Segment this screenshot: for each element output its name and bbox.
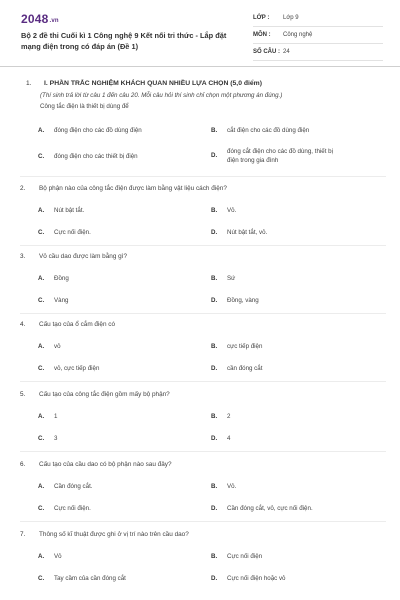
option-text: Cực nối điện: [227, 553, 263, 560]
option-d[interactable]: [211, 296, 259, 305]
site-logo[interactable]: [21, 12, 59, 26]
option-text: cực tiếp điện: [227, 343, 263, 350]
option-d[interactable]: [211, 504, 313, 513]
option-text: cắt điện cho các đồ dùng điện: [227, 127, 310, 134]
option-text-line: điện trong gia đình: [227, 157, 279, 164]
option-letter: A.: [38, 483, 45, 490]
option-c[interactable]: [38, 574, 126, 583]
option-text: Vỏ.: [227, 207, 237, 214]
question-text: Cấu tạo của công tắc điện gồm mấy bộ phận?: [39, 391, 170, 398]
option-letter: A.: [38, 553, 45, 560]
section-note: (Thí sinh trả lời từ câu 1 đến câu 20. Mỗi câu hỏi thí sinh chỉ chọn một phương án đúng.): [40, 92, 283, 99]
option-b[interactable]: [211, 126, 309, 135]
option-text: Vỏ.: [227, 483, 237, 490]
option-text: đóng điện cho các thiết bị điện: [54, 153, 138, 160]
meta-value: Lớp 9: [283, 15, 299, 21]
meta-label: LỚP :: [253, 15, 270, 21]
exam-meta: [253, 12, 383, 63]
option-letter: B.: [211, 343, 218, 350]
option-letter: B.: [211, 127, 218, 134]
option-d[interactable]: [211, 434, 230, 443]
divider: [20, 381, 386, 382]
option-letter: C.: [38, 575, 45, 582]
meta-value: Công nghệ: [283, 32, 313, 38]
option-b[interactable]: [211, 274, 235, 283]
option-letter: A.: [38, 127, 45, 134]
divider: [20, 313, 386, 314]
question-number: 1.: [26, 80, 32, 87]
option-letter: B.: [211, 413, 218, 420]
question-number: 6.: [20, 461, 26, 468]
option-letter: A.: [38, 343, 45, 350]
option-text: 3: [54, 435, 58, 442]
option-text: Cực nối điện hoặc vỏ: [227, 575, 286, 582]
option-text: Cực nối điện.: [54, 229, 91, 236]
option-letter: C.: [38, 505, 45, 512]
option-letter: C.: [38, 153, 45, 160]
option-letter: D.: [211, 152, 218, 159]
question-text: Vỏ cầu dao được làm bằng gì?: [39, 253, 128, 260]
option-text: vỏ, cực tiếp điện: [54, 365, 100, 372]
option-c[interactable]: [38, 434, 57, 443]
option-letter: B.: [211, 207, 218, 214]
option-text: Cần đóng cắt, vỏ, cực nối điện.: [227, 505, 313, 512]
option-b[interactable]: [211, 342, 262, 351]
option-letter: C.: [38, 435, 45, 442]
option-letter: A.: [38, 207, 45, 214]
question-number: 3.: [20, 253, 26, 260]
option-c[interactable]: [38, 296, 68, 305]
option-text: cần đóng cắt: [227, 365, 263, 372]
option-text: vỏ: [54, 343, 61, 350]
option-text-line: đóng cắt điện cho các đồ dùng, thiết bị: [227, 148, 333, 155]
option-b[interactable]: [211, 206, 236, 215]
option-text: Tay cầm của cần đóng cắt: [54, 575, 126, 582]
meta-label: SỐ CÂU :: [253, 49, 280, 55]
divider: [20, 521, 386, 522]
option-d[interactable]: [211, 147, 333, 165]
option-a[interactable]: [38, 412, 57, 421]
option-text: 4: [227, 435, 231, 442]
option-a[interactable]: [38, 342, 61, 351]
question-text: Công tắc điện là thiết bị dùng để: [40, 103, 129, 110]
option-text: Đồng, vàng: [227, 297, 259, 304]
option-letter: D.: [211, 365, 218, 372]
option-text: Nút bật tắt, vỏ.: [227, 229, 268, 236]
option-c[interactable]: [38, 228, 91, 237]
divider: [20, 176, 386, 177]
option-letter: C.: [38, 229, 45, 236]
option-text: Đồng: [54, 275, 69, 282]
option-letter: B.: [211, 483, 218, 490]
option-c[interactable]: [38, 364, 99, 373]
option-b[interactable]: [211, 552, 262, 561]
option-letter: B.: [211, 275, 218, 282]
option-a[interactable]: [38, 126, 142, 135]
logo-suffix: .vn: [49, 18, 59, 24]
option-letter: A.: [38, 413, 45, 420]
option-letter: D.: [211, 229, 218, 236]
option-text: [227, 147, 333, 165]
option-text: đóng điện cho các đồ dùng điện: [54, 127, 142, 134]
meta-row-count: [253, 46, 383, 61]
section-heading: I. PHẦN TRẮC NGHIỆM KHÁCH QUAN NHIỀU LỰA CHỌN (5,0 điểm): [44, 80, 262, 87]
option-letter: D.: [211, 575, 218, 582]
question-number: 5.: [20, 391, 26, 398]
option-c[interactable]: [38, 504, 91, 513]
option-a[interactable]: [38, 482, 93, 491]
option-letter: C.: [38, 297, 45, 304]
option-a[interactable]: [38, 206, 84, 215]
option-a[interactable]: [38, 274, 69, 283]
divider: [20, 451, 386, 452]
option-text: 2: [227, 413, 231, 420]
option-letter: B.: [211, 553, 218, 560]
logo-text: 2048: [21, 12, 49, 26]
option-letter: A.: [38, 275, 45, 282]
option-d[interactable]: [211, 228, 267, 237]
option-text: Nút bật tắt.: [54, 207, 85, 214]
question-number: 7.: [20, 531, 26, 538]
option-d[interactable]: [211, 574, 286, 583]
option-text: Cần đóng cắt.: [54, 483, 93, 490]
question-number: 4.: [20, 321, 26, 328]
option-letter: D.: [211, 505, 218, 512]
meta-row-subject: [253, 29, 383, 44]
option-text: Vàng: [54, 297, 69, 304]
option-letter: C.: [38, 365, 45, 372]
option-text: Vỏ: [54, 553, 62, 560]
option-b[interactable]: [211, 412, 230, 421]
option-c[interactable]: [38, 152, 138, 161]
option-letter: D.: [211, 297, 218, 304]
divider: [20, 245, 386, 246]
question-text: Thông số kĩ thuật được ghi ở vị trí nào trên cầu dao?: [39, 531, 189, 538]
question-text: Cấu tạo của cầu dao có bộ phận nào sau đây?: [39, 461, 172, 468]
meta-label: MÔN :: [253, 32, 271, 38]
option-text: 1: [54, 413, 58, 420]
meta-value: 24: [283, 49, 290, 55]
option-b[interactable]: [211, 482, 236, 491]
page-header: [0, 0, 400, 67]
option-d[interactable]: [211, 364, 262, 373]
exam-title: Bộ 2 đề thi Cuối kì 1 Công nghệ 9 Kết nối tri thức - Lắp đặt mạng điện trong có đáp án (Đề 1): [21, 31, 227, 51]
option-text: Cực nối điện.: [54, 505, 91, 512]
question-text: Bộ phận nào của công tắc điện được làm bằng vật liệu cách điện?: [39, 185, 227, 192]
option-a[interactable]: [38, 552, 62, 561]
option-text: Sứ: [227, 275, 236, 282]
question-text: Cấu tạo của ổ cắm điện có: [39, 321, 116, 328]
question-number: 2.: [20, 185, 26, 192]
meta-row-class: [253, 12, 383, 27]
option-letter: D.: [211, 435, 218, 442]
